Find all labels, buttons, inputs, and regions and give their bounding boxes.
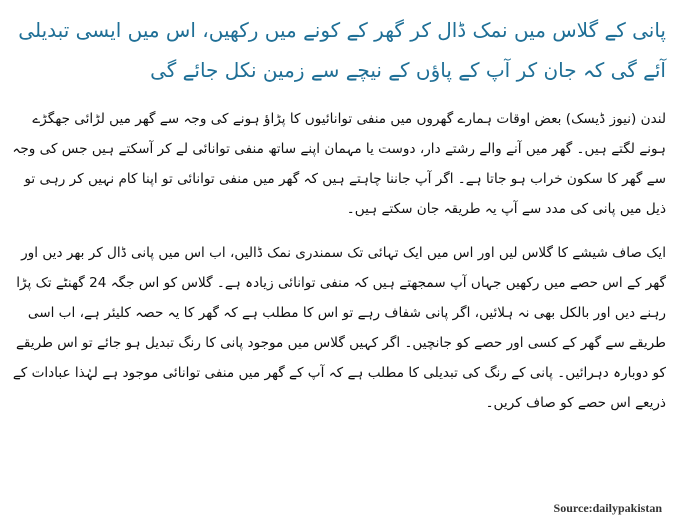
source-credit: Source:dailypakistan [553,501,662,515]
headline: پانی کے گلاس میں نمک ڈال کر گھر کے کونے میں رکھیں، اس میں ایسی تبدیلی آئے گی کہ جان کر آپ کے پاؤں کے نیچے سے زمین نکل جائے گی [18,18,666,82]
paragraph-2: ایک صاف شیشے کا گلاس لیں اور اس میں ایک تہائی تک سمندری نمک ڈالیں، اب اس میں پانی ڈال کر بھر دیں اور گھر کے اس حصے میں رکھیں جہاں آپ سمجھتے ہیں کہ منفی توانائی زیادہ ہے۔ گلاس کو اس جگہ 24 گھنٹے تک پڑا رہنے دیں اور بالکل بھی نہ ہلائیں، اگر پانی شفاف رہے تو اس کا مطلب ہے کہ گھر کا یہ حصہ کلیئر ہے، اب اسی طریقے سے گھر کے کسی اور حصے کو جانچیں۔ اگر کہیں گلاس میں موجود پانی کا رنگ تبدیل ہو جائے تو اس طریقے کو دوبارہ دہرائیں۔ پانی کے رنگ کی تبدیلی کا مطلب ہے کہ آپ کے گھر میں منفی توانائی موجود ہے لہٰذا عبادات کے ذریعے اس حصے کو صاف کریں۔ [12,245,666,411]
paragraph-1: لندن (نیوز ڈیسک) بعض اوقات ہمارے گھروں میں منفی توانائیوں کا پڑاؤ ہونے کی وجہ سے گھر میں لڑائی جھگڑے ہونے لگتے ہیں۔ گھر میں آنے والے رشتے دار، دوست یا مہمان اپنے ساتھ منفی توانائی لے کر آسکتے ہیں جس کی وجہ سے گھر کا سکون خراب ہو جاتا ہے۔ اگر آپ جاننا چاہتے ہیں کہ گھر میں منفی توانائی تو اپنا کام نہیں کر رہی تو ذیل میں پانی کی مدد سے آپ یہ طریقہ جان سکتے ہیں۔ [12,111,666,217]
article [10,10,666,432]
